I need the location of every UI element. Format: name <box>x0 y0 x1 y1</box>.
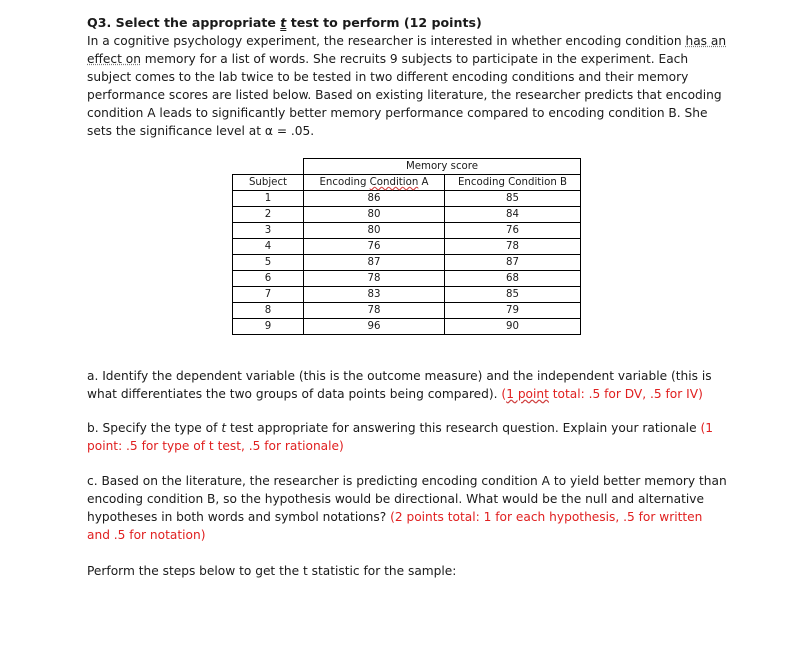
condition-a-cell: 76 <box>304 239 445 255</box>
part-a-points-pre: ( <box>501 387 507 401</box>
table-row <box>233 319 581 335</box>
condition-a-cell: 96 <box>304 319 445 335</box>
condition-a-cell: 86 <box>304 191 445 207</box>
table-row <box>233 191 581 207</box>
table-row <box>233 207 581 223</box>
condition-a-cell: 80 <box>304 207 445 223</box>
condition-b-cell: 79 <box>445 303 581 319</box>
condition-b-cell: 68 <box>445 271 581 287</box>
memory-score-table <box>232 158 581 335</box>
table-row <box>233 303 581 319</box>
table-col-header-subject: Subject <box>233 175 304 191</box>
title-t-letter: t <box>280 15 287 30</box>
part-a-points-post: total: .5 for DV, .5 for IV) <box>548 387 703 401</box>
condition-b-cell: 84 <box>445 207 581 223</box>
condition-b-cell: 87 <box>445 255 581 271</box>
intro-part-2: memory for a list of words. She recruits 9 subjects to participate in the experiment. Each subject comes to the lab twice to be tested in two different encoding conditions and their memory performance scores are listed below. Based on existing literature, the researcher predicts that encoding condition A leads to significantly better memory performance compared to encoding condition B. She sets the significance level at α = .05. <box>87 52 722 138</box>
table-row <box>233 271 581 287</box>
part-a <box>87 367 727 403</box>
subject-cell: 7 <box>233 287 304 303</box>
part-c-text: c. Based on the literature, the researcher is predicting encoding condition A to yield better memory than encoding condition B, so the hypothesis would be directional. What would be the null and alternative hypotheses in both words and symbol notations? <box>87 474 727 524</box>
condition-b-cell: 90 <box>445 319 581 335</box>
title-prefix: Q3. Select the appropriate <box>87 15 281 30</box>
steps-instruction: Perform the steps below to get the t statistic for the sample: <box>87 564 457 578</box>
condition-a-cell: 83 <box>304 287 445 303</box>
intro-has-an: has an <box>685 34 727 48</box>
condition-a-cell: 78 <box>304 271 445 287</box>
condition-b-cell: 85 <box>445 287 581 303</box>
subject-cell: 8 <box>233 303 304 319</box>
col2-suffix: A <box>418 177 429 188</box>
table-col-header-condition-a <box>304 175 445 191</box>
title-suffix: test to perform (12 points) <box>286 15 482 30</box>
part-c <box>87 472 727 544</box>
condition-b-cell: 76 <box>445 223 581 239</box>
subject-cell: 5 <box>233 255 304 271</box>
subject-cell: 3 <box>233 223 304 239</box>
question-title <box>87 14 727 32</box>
condition-a-cell: 78 <box>304 303 445 319</box>
subject-cell: 4 <box>233 239 304 255</box>
part-c-points: (2 points total: 1 for each hypothesis, .5 for written and .5 for notation) <box>87 510 703 542</box>
part-b <box>87 419 727 455</box>
part-a-points-under: 1 point <box>506 387 549 401</box>
table-row <box>233 255 581 271</box>
part-b-text-1: b. Specify the type of <box>87 421 222 435</box>
condition-a-cell: 80 <box>304 223 445 239</box>
condition-b-cell: 78 <box>445 239 581 255</box>
subject-cell: 9 <box>233 319 304 335</box>
condition-a-cell: 87 <box>304 255 445 271</box>
intro-effect-on: effect on <box>87 52 141 66</box>
part-b-points: (1 point: .5 for type of t test, .5 for rationale) <box>87 421 713 453</box>
part-b-text-2: test appropriate for answering this research question. Explain your rationale <box>226 421 701 435</box>
table-col-header-condition-b: Encoding Condition B <box>445 175 581 191</box>
intro-part-1: In a cognitive psychology experiment, the researcher is interested in whether encoding condition <box>87 34 686 48</box>
table-row <box>233 287 581 303</box>
subject-cell: 2 <box>233 207 304 223</box>
part-a-points <box>501 387 702 401</box>
table-group-header: Memory score <box>304 159 581 175</box>
condition-b-cell: 85 <box>445 191 581 207</box>
table-blank-cell <box>233 159 304 175</box>
table-row <box>233 223 581 239</box>
col2-prefix: Encoding <box>319 177 370 188</box>
part-a-text: a. Identify the dependent variable (this is the outcome measure) and the independent variable (this is what differentiates the two groups of data points being compared). <box>87 369 712 401</box>
col2-underlined: Condition <box>369 177 419 188</box>
part-b-t: t <box>221 421 227 435</box>
subject-cell: 1 <box>233 191 304 207</box>
table-row <box>233 239 581 255</box>
subject-cell: 6 <box>233 271 304 287</box>
question-intro <box>87 32 727 140</box>
question-block <box>87 14 727 140</box>
